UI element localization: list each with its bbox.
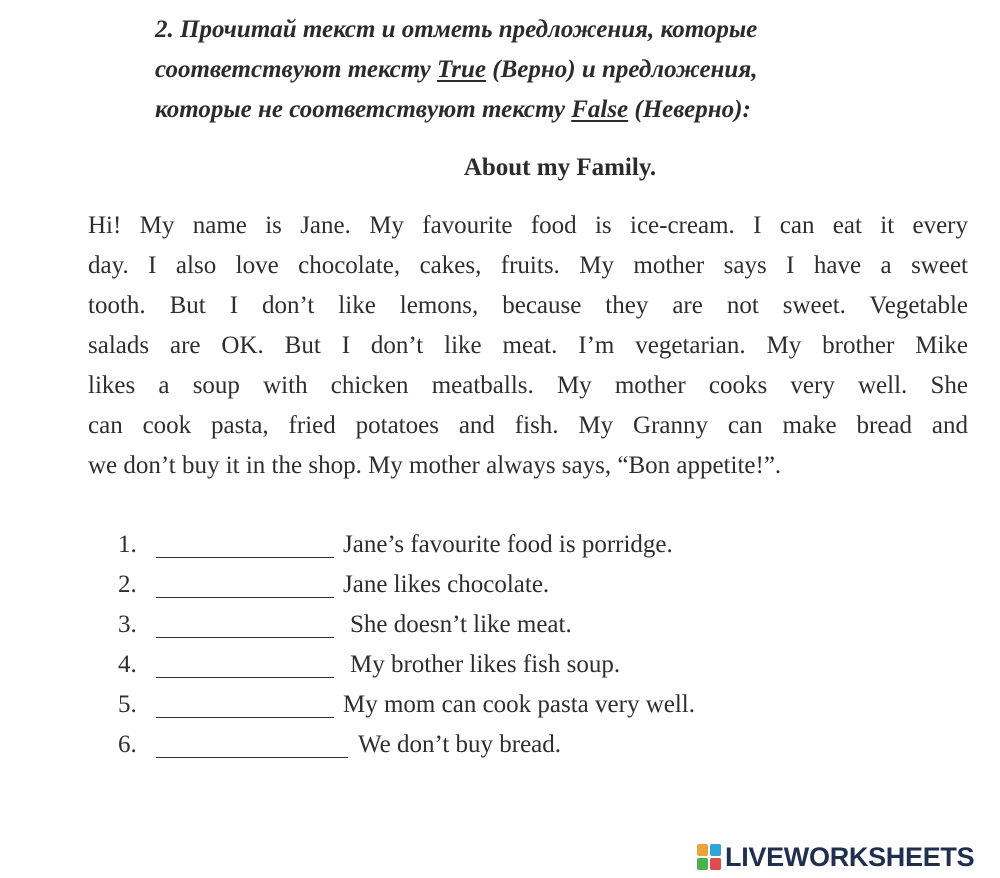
logo-square — [710, 844, 721, 856]
story-line: can cook pasta, fried potatoes and fish. My Granny can make bread and — [88, 412, 968, 439]
task-number: 2. — [155, 16, 174, 43]
question-text: We don’t buy bread. — [358, 731, 562, 758]
true-word: True — [436, 56, 487, 83]
question-item-5 — [118, 685, 818, 725]
false-word: False — [571, 96, 629, 123]
instruction-text-1: Прочитай текст и отметь предложения, которые — [180, 16, 758, 43]
answer-blank-4[interactable] — [156, 677, 334, 678]
questions-list — [118, 525, 818, 765]
instruction-text-2b: (Верно) и предложения, — [492, 56, 758, 83]
instruction-line-3 — [155, 90, 915, 130]
question-number: 1. — [118, 531, 137, 558]
task-instruction — [155, 10, 915, 130]
story-title: About my Family. — [463, 154, 657, 181]
logo-square — [697, 858, 708, 870]
question-number: 5. — [118, 691, 137, 718]
story-line: day. I also love chocolate, cakes, fruits. My mother says I have a sweet — [88, 252, 968, 279]
question-text: Jane likes chocolate. — [343, 571, 550, 598]
answer-blank-5[interactable] — [156, 717, 334, 718]
question-item-1 — [118, 525, 818, 565]
answer-blank-3[interactable] — [156, 637, 334, 638]
instruction-line-1 — [155, 10, 915, 50]
instruction-line-2 — [155, 50, 915, 90]
story-text — [88, 206, 968, 486]
story-line: tooth. But I don’t like lemons, because they are not sweet. Vegetable — [88, 292, 968, 319]
story-line: likes a soup with chicken meatballs. My mother cooks very well. She — [88, 372, 968, 399]
logo-text: LIVEWORKSHEETS — [725, 841, 975, 872]
story-line: Hi! My name is Jane. My favourite food is ice-cream. I can eat it every — [88, 212, 968, 239]
question-text: My brother likes fish soup. — [350, 651, 621, 678]
question-number: 2. — [118, 571, 137, 598]
instruction-text-2a: соответствуют тексту — [155, 56, 431, 83]
question-number: 4. — [118, 651, 137, 678]
answer-blank-6[interactable] — [156, 757, 348, 758]
question-number: 6. — [118, 731, 137, 758]
logo-icon — [697, 844, 721, 870]
logo-square — [710, 858, 721, 870]
logo-square — [697, 844, 708, 856]
question-text: She doesn’t like meat. — [350, 611, 572, 638]
question-item-6 — [118, 725, 818, 765]
instruction-text-3a: которые не соответствуют тексту — [155, 96, 565, 123]
answer-blank-1[interactable] — [156, 557, 334, 558]
question-number: 3. — [118, 611, 137, 638]
question-text: Jane’s favourite food is porridge. — [343, 531, 673, 558]
question-item-3 — [118, 605, 818, 645]
story-line: we don’t buy it in the shop. My mother always says, “Bon appetite!”. — [88, 452, 782, 479]
liveworksheets-logo — [697, 840, 974, 874]
instruction-text-3b: (Неверно): — [634, 96, 751, 123]
question-item-4 — [118, 645, 818, 685]
question-item-2 — [118, 565, 818, 605]
answer-blank-2[interactable] — [156, 597, 334, 598]
story-line: salads are OK. But I don’t like meat. I’m vegetarian. My brother Mike — [88, 332, 968, 359]
question-text: My mom can cook pasta very well. — [343, 691, 695, 718]
